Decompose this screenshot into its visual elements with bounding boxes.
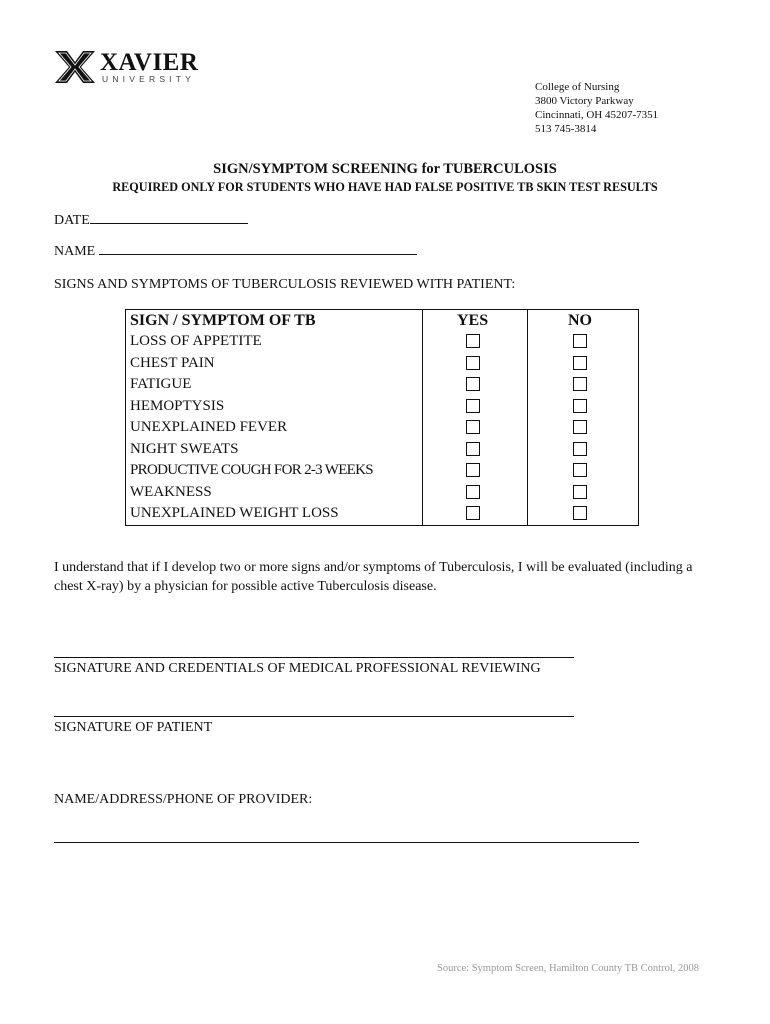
acknowledgement-statement: I understand that if I develop two or more signs and/or symptoms of Tuberculosis, I will be evaluated (including a chest X-ray) by a physician for possible active Tuberculosis disease. (54, 560, 693, 594)
no-checkbox-chest-pain[interactable] (573, 356, 587, 370)
logo-subtitle: UNIVERSITY (102, 74, 196, 84)
section-heading: SIGNS AND SYMPTOMS OF TUBERCULOSIS REVIEWED WITH PATIENT: (54, 277, 516, 292)
no-checkbox-hemoptysis[interactable] (573, 399, 587, 413)
patient-signature-label: SIGNATURE OF PATIENT (54, 720, 213, 735)
page-title: SIGN/SYMPTOM SCREENING for TUBERCULOSIS (213, 161, 557, 177)
address-line: College of Nursing (535, 81, 620, 93)
column-divider (527, 310, 528, 525)
no-checkbox-productive-cough[interactable] (573, 463, 587, 477)
name-label: NAME (54, 244, 96, 259)
yes-checkbox-unexplained-weight-loss[interactable] (466, 506, 480, 520)
column-divider (422, 310, 423, 525)
address-line: 3800 Victory Parkway (535, 95, 634, 107)
x-mark-icon (54, 50, 96, 84)
row-fatigue: FATIGUE (130, 376, 192, 392)
row-night-sweats: NIGHT SWEATS (130, 441, 239, 457)
row-weakness: WEAKNESS (130, 484, 212, 500)
header-symptom: SIGN / SYMPTOM OF TB (130, 312, 316, 329)
date-label: DATE (54, 213, 90, 228)
provider-label: NAME/ADDRESS/PHONE OF PROVIDER: (54, 792, 313, 807)
logo-wordmark: XAVIER (100, 49, 199, 76)
row-unexplained-fever: UNEXPLAINED FEVER (130, 419, 288, 435)
yes-checkbox-loss-of-appetite[interactable] (466, 334, 480, 348)
row-hemoptysis: HEMOPTYSIS (130, 398, 225, 414)
patient-signature-line[interactable] (54, 716, 574, 717)
provider-info-line[interactable] (54, 842, 639, 843)
header-yes: YES (457, 312, 489, 329)
yes-checkbox-fatigue[interactable] (466, 377, 480, 391)
date-blank[interactable] (90, 211, 248, 224)
address-line: Cincinnati, OH 45207-7351 (535, 109, 659, 121)
row-productive-cough: PRODUCTIVE COUGH FOR 2-3 WEEKS (130, 462, 373, 478)
medical-signature-line[interactable] (54, 657, 574, 658)
symptom-table (125, 309, 639, 526)
yes-checkbox-weakness[interactable] (466, 485, 480, 499)
xavier-logo (54, 50, 214, 86)
row-loss-of-appetite: LOSS OF APPETITE (130, 333, 262, 349)
no-checkbox-loss-of-appetite[interactable] (573, 334, 587, 348)
name-blank[interactable] (99, 242, 417, 255)
yes-checkbox-unexplained-fever[interactable] (466, 420, 480, 434)
yes-checkbox-chest-pain[interactable] (466, 356, 480, 370)
no-checkbox-unexplained-weight-loss[interactable] (573, 506, 587, 520)
address-block (535, 80, 658, 136)
yes-checkbox-night-sweats[interactable] (466, 442, 480, 456)
no-checkbox-fatigue[interactable] (573, 377, 587, 391)
yes-checkbox-hemoptysis[interactable] (466, 399, 480, 413)
address-line: 513 745-3814 (535, 123, 597, 135)
page-subtitle: REQUIRED ONLY FOR STUDENTS WHO HAVE HAD FALSE POSITIVE TB SKIN TEST RESULTS (112, 180, 658, 194)
no-checkbox-night-sweats[interactable] (573, 442, 587, 456)
name-field[interactable] (54, 242, 417, 260)
row-chest-pain: CHEST PAIN (130, 355, 215, 371)
header-no: NO (568, 312, 592, 329)
no-checkbox-unexplained-fever[interactable] (573, 420, 587, 434)
medical-signature-label: SIGNATURE AND CREDENTIALS OF MEDICAL PROFESSIONAL REVIEWING (54, 661, 541, 676)
source-note: Source: Symptom Screen, Hamilton County TB Control, 2008 (437, 963, 700, 974)
yes-checkbox-productive-cough[interactable] (466, 463, 480, 477)
no-checkbox-weakness[interactable] (573, 485, 587, 499)
date-field[interactable] (54, 211, 248, 229)
row-unexplained-weight-loss: UNEXPLAINED WEIGHT LOSS (130, 505, 339, 521)
